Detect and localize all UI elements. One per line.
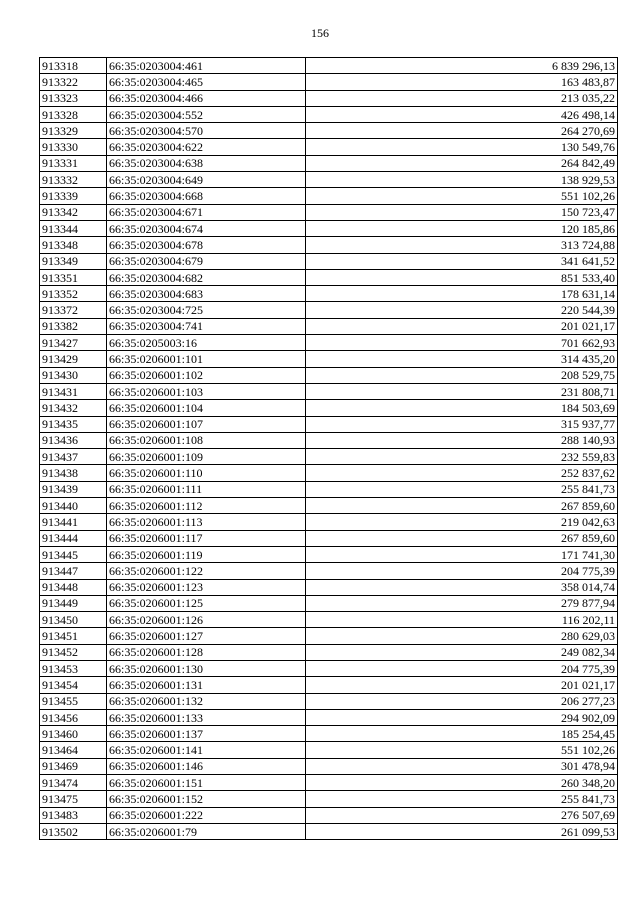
cadastral-number-cell: 66:35:0206001:111 — [107, 481, 306, 497]
row-id-cell: 913451 — [40, 628, 107, 644]
row-id-cell: 913330 — [40, 139, 107, 155]
cadastral-number-cell: 66:35:0206001:103 — [107, 383, 306, 399]
row-id-cell: 913342 — [40, 204, 107, 220]
value-cell: 260 348,20 — [306, 775, 618, 791]
value-cell: 267 859,60 — [306, 498, 618, 514]
table-row — [40, 106, 618, 122]
value-cell: 178 631,14 — [306, 286, 618, 302]
table-row — [40, 400, 618, 416]
value-cell: 138 929,53 — [306, 172, 618, 188]
row-id-cell: 913452 — [40, 644, 107, 660]
cadastral-number-cell: 66:35:0203004:638 — [107, 155, 306, 171]
row-id-cell: 913441 — [40, 514, 107, 530]
value-cell: 231 808,71 — [306, 383, 618, 399]
row-id-cell: 913444 — [40, 530, 107, 546]
value-cell: 204 775,39 — [306, 660, 618, 676]
value-cell: 294 902,09 — [306, 709, 618, 725]
cadastral-number-cell: 66:35:0203004:461 — [107, 58, 306, 74]
row-id-cell: 913439 — [40, 481, 107, 497]
table-row — [40, 449, 618, 465]
table-row — [40, 514, 618, 530]
row-id-cell: 913450 — [40, 612, 107, 628]
value-cell: 280 629,03 — [306, 628, 618, 644]
cadastral-number-cell: 66:35:0206001:122 — [107, 563, 306, 579]
row-id-cell: 913429 — [40, 351, 107, 367]
value-cell: 163 483,87 — [306, 74, 618, 90]
table-row — [40, 595, 618, 611]
value-cell: 249 082,34 — [306, 644, 618, 660]
table-row — [40, 644, 618, 660]
table-row — [40, 791, 618, 807]
table-row — [40, 579, 618, 595]
cadastral-number-cell: 66:35:0206001:132 — [107, 693, 306, 709]
table-row — [40, 612, 618, 628]
row-id-cell: 913448 — [40, 579, 107, 595]
value-cell: 213 035,22 — [306, 90, 618, 106]
value-cell: 358 014,74 — [306, 579, 618, 595]
value-cell: 551 102,26 — [306, 188, 618, 204]
table-body — [40, 58, 618, 840]
cadastral-number-cell: 66:35:0203004:465 — [107, 74, 306, 90]
cadastral-number-cell: 66:35:0206001:141 — [107, 742, 306, 758]
row-id-cell: 913332 — [40, 172, 107, 188]
value-cell: 184 503,69 — [306, 400, 618, 416]
data-table — [39, 57, 618, 840]
table-row — [40, 758, 618, 774]
value-cell: 261 099,53 — [306, 823, 618, 839]
cadastral-number-cell: 66:35:0203004:668 — [107, 188, 306, 204]
value-cell: 204 775,39 — [306, 563, 618, 579]
row-id-cell: 913453 — [40, 660, 107, 676]
table-row — [40, 563, 618, 579]
value-cell: 313 724,88 — [306, 237, 618, 253]
cadastral-number-cell: 66:35:0206001:110 — [107, 465, 306, 481]
cadastral-number-cell: 66:35:0206001:102 — [107, 367, 306, 383]
cadastral-number-cell: 66:35:0203004:466 — [107, 90, 306, 106]
row-id-cell: 913352 — [40, 286, 107, 302]
table-row — [40, 660, 618, 676]
value-cell: 255 841,73 — [306, 481, 618, 497]
value-cell: 219 042,63 — [306, 514, 618, 530]
cadastral-number-cell: 66:35:0203004:622 — [107, 139, 306, 155]
table-row — [40, 318, 618, 334]
cadastral-number-cell: 66:35:0203004:671 — [107, 204, 306, 220]
row-id-cell: 913436 — [40, 432, 107, 448]
cadastral-number-cell: 66:35:0206001:108 — [107, 432, 306, 448]
row-id-cell: 913437 — [40, 449, 107, 465]
value-cell: 116 202,11 — [306, 612, 618, 628]
table-row — [40, 546, 618, 562]
cadastral-number-cell: 66:35:0206001:131 — [107, 677, 306, 693]
table-row — [40, 351, 618, 367]
cadastral-number-cell: 66:35:0206001:146 — [107, 758, 306, 774]
cadastral-number-cell: 66:35:0205003:16 — [107, 335, 306, 351]
table-row — [40, 628, 618, 644]
cadastral-number-cell: 66:35:0206001:222 — [107, 807, 306, 823]
cadastral-number-cell: 66:35:0206001:107 — [107, 416, 306, 432]
cadastral-number-cell: 66:35:0203004:552 — [107, 106, 306, 122]
cadastral-number-cell: 66:35:0206001:137 — [107, 726, 306, 742]
cadastral-number-cell: 66:35:0206001:133 — [107, 709, 306, 725]
table-row — [40, 204, 618, 220]
cadastral-number-cell: 66:35:0203004:679 — [107, 253, 306, 269]
value-cell: 206 277,23 — [306, 693, 618, 709]
table-row — [40, 155, 618, 171]
table-row — [40, 139, 618, 155]
table-row — [40, 677, 618, 693]
value-cell: 426 498,14 — [306, 106, 618, 122]
table-row — [40, 286, 618, 302]
table-row — [40, 742, 618, 758]
cadastral-number-cell: 66:35:0203004:741 — [107, 318, 306, 334]
value-cell: 279 877,94 — [306, 595, 618, 611]
cadastral-number-cell: 66:35:0206001:125 — [107, 595, 306, 611]
table-row — [40, 709, 618, 725]
table-row — [40, 693, 618, 709]
table-row — [40, 367, 618, 383]
table-row — [40, 237, 618, 253]
row-id-cell: 913455 — [40, 693, 107, 709]
table-row — [40, 530, 618, 546]
row-id-cell: 913438 — [40, 465, 107, 481]
row-id-cell: 913456 — [40, 709, 107, 725]
table-row — [40, 383, 618, 399]
value-cell: 220 544,39 — [306, 302, 618, 318]
row-id-cell: 913449 — [40, 595, 107, 611]
value-cell: 171 741,30 — [306, 546, 618, 562]
table-row — [40, 90, 618, 106]
value-cell: 6 839 296,13 — [306, 58, 618, 74]
value-cell: 150 723,47 — [306, 204, 618, 220]
value-cell: 851 533,40 — [306, 269, 618, 285]
row-id-cell: 913349 — [40, 253, 107, 269]
value-cell: 315 937,77 — [306, 416, 618, 432]
value-cell: 201 021,17 — [306, 677, 618, 693]
row-id-cell: 913454 — [40, 677, 107, 693]
row-id-cell: 913460 — [40, 726, 107, 742]
value-cell: 551 102,26 — [306, 742, 618, 758]
row-id-cell: 913323 — [40, 90, 107, 106]
value-cell: 276 507,69 — [306, 807, 618, 823]
cadastral-number-cell: 66:35:0203004:682 — [107, 269, 306, 285]
table-row — [40, 123, 618, 139]
row-id-cell: 913382 — [40, 318, 107, 334]
row-id-cell: 913502 — [40, 823, 107, 839]
table-row — [40, 302, 618, 318]
value-cell: 301 478,94 — [306, 758, 618, 774]
value-cell: 130 549,76 — [306, 139, 618, 155]
table-row — [40, 335, 618, 351]
cadastral-number-cell: 66:35:0206001:104 — [107, 400, 306, 416]
cadastral-number-cell: 66:35:0206001:119 — [107, 546, 306, 562]
cadastral-number-cell: 66:35:0203004:674 — [107, 220, 306, 236]
row-id-cell: 913329 — [40, 123, 107, 139]
value-cell: 201 021,17 — [306, 318, 618, 334]
cadastral-number-cell: 66:35:0206001:127 — [107, 628, 306, 644]
table-row — [40, 220, 618, 236]
row-id-cell: 913430 — [40, 367, 107, 383]
table-row — [40, 172, 618, 188]
value-cell: 341 641,52 — [306, 253, 618, 269]
row-id-cell: 913431 — [40, 383, 107, 399]
row-id-cell: 913445 — [40, 546, 107, 562]
cadastral-number-cell: 66:35:0206001:151 — [107, 775, 306, 791]
row-id-cell: 913372 — [40, 302, 107, 318]
cadastral-number-cell: 66:35:0206001:112 — [107, 498, 306, 514]
value-cell: 267 859,60 — [306, 530, 618, 546]
table-row — [40, 188, 618, 204]
cadastral-number-cell: 66:35:0206001:128 — [107, 644, 306, 660]
row-id-cell: 913351 — [40, 269, 107, 285]
row-id-cell: 913435 — [40, 416, 107, 432]
row-id-cell: 913475 — [40, 791, 107, 807]
row-id-cell: 913483 — [40, 807, 107, 823]
cadastral-number-cell: 66:35:0206001:117 — [107, 530, 306, 546]
value-cell: 314 435,20 — [306, 351, 618, 367]
table-row — [40, 253, 618, 269]
table-row — [40, 269, 618, 285]
row-id-cell: 913322 — [40, 74, 107, 90]
value-cell: 264 270,69 — [306, 123, 618, 139]
value-cell: 185 254,45 — [306, 726, 618, 742]
value-cell: 208 529,75 — [306, 367, 618, 383]
cadastral-number-cell: 66:35:0206001:113 — [107, 514, 306, 530]
cadastral-number-cell: 66:35:0203004:678 — [107, 237, 306, 253]
cadastral-number-cell: 66:35:0206001:109 — [107, 449, 306, 465]
page-number: 156 — [311, 26, 329, 40]
row-id-cell: 913328 — [40, 106, 107, 122]
table-row — [40, 465, 618, 481]
table-row — [40, 726, 618, 742]
value-cell: 701 662,93 — [306, 335, 618, 351]
table-row — [40, 498, 618, 514]
row-id-cell: 913440 — [40, 498, 107, 514]
value-cell: 255 841,73 — [306, 791, 618, 807]
row-id-cell: 913339 — [40, 188, 107, 204]
cadastral-number-cell: 66:35:0203004:683 — [107, 286, 306, 302]
cadastral-number-cell: 66:35:0206001:126 — [107, 612, 306, 628]
row-id-cell: 913432 — [40, 400, 107, 416]
row-id-cell: 913464 — [40, 742, 107, 758]
table-row — [40, 58, 618, 74]
table-row — [40, 432, 618, 448]
cadastral-number-cell: 66:35:0206001:152 — [107, 791, 306, 807]
cadastral-number-cell: 66:35:0206001:79 — [107, 823, 306, 839]
cadastral-number-cell: 66:35:0206001:101 — [107, 351, 306, 367]
value-cell: 264 842,49 — [306, 155, 618, 171]
value-cell: 252 837,62 — [306, 465, 618, 481]
row-id-cell: 913318 — [40, 58, 107, 74]
value-cell: 120 185,86 — [306, 220, 618, 236]
table-row — [40, 807, 618, 823]
row-id-cell: 913344 — [40, 220, 107, 236]
cadastral-number-cell: 66:35:0203004:570 — [107, 123, 306, 139]
cadastral-number-cell: 66:35:0203004:725 — [107, 302, 306, 318]
table-row — [40, 823, 618, 839]
table-row — [40, 481, 618, 497]
table-row — [40, 74, 618, 90]
row-id-cell: 913331 — [40, 155, 107, 171]
row-id-cell: 913348 — [40, 237, 107, 253]
value-cell: 232 559,83 — [306, 449, 618, 465]
cadastral-number-cell: 66:35:0206001:130 — [107, 660, 306, 676]
table-row — [40, 416, 618, 432]
row-id-cell: 913469 — [40, 758, 107, 774]
cadastral-number-cell: 66:35:0206001:123 — [107, 579, 306, 595]
value-cell: 288 140,93 — [306, 432, 618, 448]
row-id-cell: 913447 — [40, 563, 107, 579]
row-id-cell: 913474 — [40, 775, 107, 791]
cadastral-number-cell: 66:35:0203004:649 — [107, 172, 306, 188]
row-id-cell: 913427 — [40, 335, 107, 351]
table-row — [40, 775, 618, 791]
